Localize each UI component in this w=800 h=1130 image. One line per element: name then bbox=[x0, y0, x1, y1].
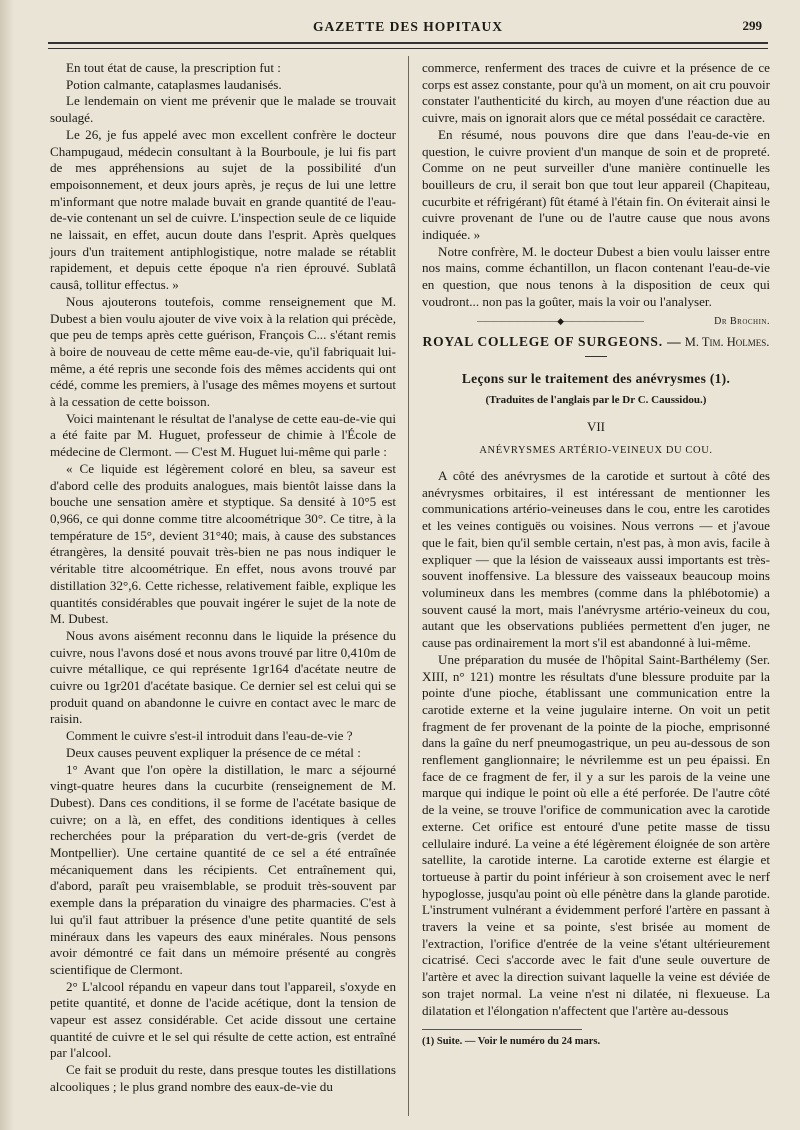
paragraph: Une préparation du musée de l'hôpital Saint-Barthélemy (Ser. XIII, n° 121) montre les résultats d'une blessure produite par la pointe d'une pioche, établissant une communication entre la carotide externe et la veine jugulaire interne. On voit un petit fragment de fer provenant de la pointe de la pioche, emprisonné dans la gaîne du nerf pneumogastrique, un peu au-dessous de son renflement ganglionnaire; le névrilemme est un peu épaissi. En face de ce fragment de fer, il y a sur les parois de la veine une marque qui indique le point où elle a été perforée. De l'autre côté de la veine, se trouve l'orifice de communication avec la carotide externe. Cet orifice est entouré d'une petite masse de tissu cellulaire induré. La veine a été légèrement éloignée de son artère satellite, la carotide interne. La carotide externe est élargie et tortueuse à partir du point inférieur à son croisement avec le nerf hypoglosse, jusqu'au point où elle pénètre dans la glande parotide. L'instrument vulnérant a évidemment perforé l'artère en passant à travers la veine et sa pointe, s'est brisée au moment de l'extraction, l'orifice d'entrée de la veine s'étant ultérieurement cicatrisé. Ceci s'accorde avec le fait d'une seule ouverture de l'artère et avec la direction suivant laquelle la veine est déviée de son trajet normal. La veine n'est ni dilatée, ni flexueuse. La dilatation et l'élongation n'affectent que l'artère au-dessous bbox=[422, 651, 770, 1018]
author-signature: Dr Brochin. bbox=[714, 315, 770, 327]
paragraph: Deux causes peuvent expliquer la présence de ce métal : bbox=[66, 744, 361, 760]
page-binding-shadow bbox=[0, 0, 14, 1130]
paragraph: Potion calmante, cataplasmes laudanisés. bbox=[66, 76, 282, 92]
paragraph: Voici maintenant le résultat de l'analyse de cette eau-de-vie qui a été faite par M. Huguet, professeur de chimie à l'École de médecine de Clermont. — C'est M. Huguet lui-même qui parle : bbox=[50, 410, 396, 460]
section-title: ROYAL COLLEGE OF SURGEONS. — bbox=[422, 333, 682, 349]
chapter-number: VII bbox=[586, 418, 606, 434]
section-heading bbox=[422, 334, 770, 351]
paragraph: En tout état de cause, la prescription fut : bbox=[66, 60, 281, 75]
column-divider bbox=[408, 56, 409, 1116]
paragraph: Nous avons aisément reconnu dans le liquide la présence du cuivre, nous l'avons dosé et nous avons trouvé par litre 0,410m de cuivre métallique, ce qui représente 1gr164 d'acétate neutre de cuivre ou 1gr201 d'acétate basique. Ce dernier sel est celui qui se produit quand on abandonne le cuivre en contact avec le marc de raisin. bbox=[50, 627, 396, 727]
paragraph: Le 26, je fus appelé avec mon excellent confrère le docteur Champugaud, médecin consultant à la Bourboule, je lui fis part de mes appréhensions au sujet de la possibilité d'un empoisonnement, et deux jours après, je reçus de lui une lettre m'informant que notre malade buvait en grande quantité de l'eau-de-vie contenant un sel de cuivre. L'inspection seule de ce liquide ne laissait, en effet, aucun doute dans l'esprit. Après quelques jours d'un traitement antiphlogistique, notre malade se rétablit rapidement, et depuis cette époque n'a rien éprouvé. Sublatâ causâ, tollitur effectus. » bbox=[50, 126, 396, 293]
page-number: 299 bbox=[742, 18, 762, 33]
paragraph: 2° L'alcool répandu en vapeur dans tout l'appareil, s'oxyde en petite quantité, et donne de l'acide acétique, dont la tension de vapeur est assez considérable. Cet acide dissout une certaine quantité de cuivre et le sel qui résulte de cette action, est entraîné par l'alcool. bbox=[50, 978, 396, 1061]
footnote-rule bbox=[422, 1029, 582, 1030]
running-head bbox=[48, 16, 768, 38]
chapter-subheading: ANÉVRYSMES ARTÉRIO-VEINEUX DU COU. bbox=[479, 445, 713, 457]
paragraph: commerce, renferment des traces de cuivre et la présence de ce corps est assez constante, pour qu'à un moment, on ait cru pouvoir constater l'authenticité du kirch, au moyen d'une réaction due au cuivre, mais on ignorait alors que ce métal possédait ce caractère. bbox=[422, 60, 770, 126]
paragraph: Nous ajouterons toutefois, comme renseignement que M. Dubest a bien voulu ajouter de vive voix à la relation qui précède, que peu de temps après cette guérison, François C... s'étant remis à boire de nouveau de cette même eau-de-vie, qu'il fabriquait lui-même, a été repris une seconde fois des mêmes accidents qui ont cédé, comme les premiers, à l'usage des mêmes moyens et surtout à la cessation de cette boisson. bbox=[50, 293, 396, 410]
short-rule bbox=[585, 356, 607, 357]
lecture-title: Leçons sur le traitement des anévrysmes (1). bbox=[461, 371, 731, 387]
footnote: (1) Suite. — Voir le numéro du 24 mars. bbox=[422, 1036, 601, 1048]
paragraph: « Ce liquide est légèrement coloré en bleu, sa saveur est d'abord celle des produits analogues, mais bientôt laisse dans la bouche une sensation amère et styptique. Sa densité à 10°5 est 0,966, ce qui donne comme titre alcoométrique 30°. Ce titre, à la température de 15°, devient 31°40; mais, à cause des substances étrangères, la densité pouvait très-bien ne pas nous indiquer le véritable titre alcoométrique. En effet, nous avons trouvé par distillation 32°,6. Cette richesse, relativement faible, explique les quantités considérables que pouvait ingérer le sujet de la note de M. Dubest. bbox=[50, 460, 396, 627]
section-ornament: ——————————◆—————————— bbox=[477, 315, 643, 326]
right-column bbox=[422, 60, 770, 1051]
paragraph: Ce fait se produit du reste, dans presque toutes les distillations alcooliques ; le plus grand nombre des eaux-de-vie du bbox=[50, 1062, 396, 1094]
header-double-rule bbox=[48, 42, 768, 49]
translation-note: (Traduites de l'anglais par le Dr C. Caussidou.) bbox=[485, 393, 707, 406]
paragraph bbox=[422, 243, 770, 327]
paragraph-text: Notre confrère, M. le docteur Dubest a bien voulu laisser entre nos mains, comme échantillon, un flacon contenant l'eau-de-vie en question, que nous tenons à la disposition de ceux qui voudront... non pas la goûter, mais la voir ou l'analyser. bbox=[422, 243, 770, 309]
paragraph: Le lendemain on vient me prévenir que le malade se trouvait soulagé. bbox=[50, 93, 396, 126]
paragraph: Comment le cuivre s'est-il introduit dans l'eau-de-vie ? bbox=[66, 728, 353, 744]
paragraph: 1° Avant que l'on opère la distillation, le marc a séjourné vingt-quatre heures dans la cucurbite (renseignement de M. Dubest). Dans ces conditions, il se forme de l'acétate basique de cuivre; on a là, en effet, des conditions identiques à celles recherchées pour la préparation du vert-de-gris (verdet de Montpellier). Une certaine quantité de ce sel a été entraînée mécaniquement dans les récipients. Cet entraînement qui, d'abord, paraît peu vraisemblable, se produit très-souvent par exemple dans la préparation du vinaigre des pharmacies. C'est à lui qu'il faut attribuer la présence d'une petite quantité de sels minéraux dans les vapeurs des eaux minérales. Nous pensons avoir démontré ce fait dans un mémoire présenté au congrès scientifique de Clermont. bbox=[50, 761, 396, 977]
section-author: M. Tim. Holmes. bbox=[684, 334, 770, 349]
journal-title: GAZETTE DES HOPITAUX bbox=[312, 19, 504, 34]
left-column bbox=[50, 60, 396, 1096]
paragraph: A côté des anévrysmes de la carotide et surtout à côté des anévrysmes orbitaires, il est intéressant de mentionner les communications artério-veineuses dans le cou, entre les carotides et les veines contiguës ou voisines. Nous verrons — et j'avoue que le fait, bien qu'il semble certain, n'est pas, à mon avis, facile à expliquer — que la lésion de vaisseaux aussi importants est très-souvent inoffensive. La blessure des vaisseaux beaucoup moins volumineux dans les membres (comme dans la phlébotomie) a souvent causé la mort, mais l'anévrysme artério-veineux du cou, autant que les observations publiées permettent d'en juger, ne cause pas ordinairement la mort s'il est abandonné à lui-même. bbox=[422, 468, 770, 651]
paragraph: En résumé, nous pouvons dire que dans l'eau-de-vie en question, le cuivre provient d'un manque de soin et de propreté. Comme on ne peut surveiller d'une manière continuelle les bouilleurs de cru, il serait bon que tout leur appareil (Chapiteau, cucurbite et réfrigérant) fût étamé à l'étain fin. On éviterait ainsi le cuivre provenant de l'une ou de l'autre cause que nous avons indiquée. » bbox=[422, 126, 770, 243]
